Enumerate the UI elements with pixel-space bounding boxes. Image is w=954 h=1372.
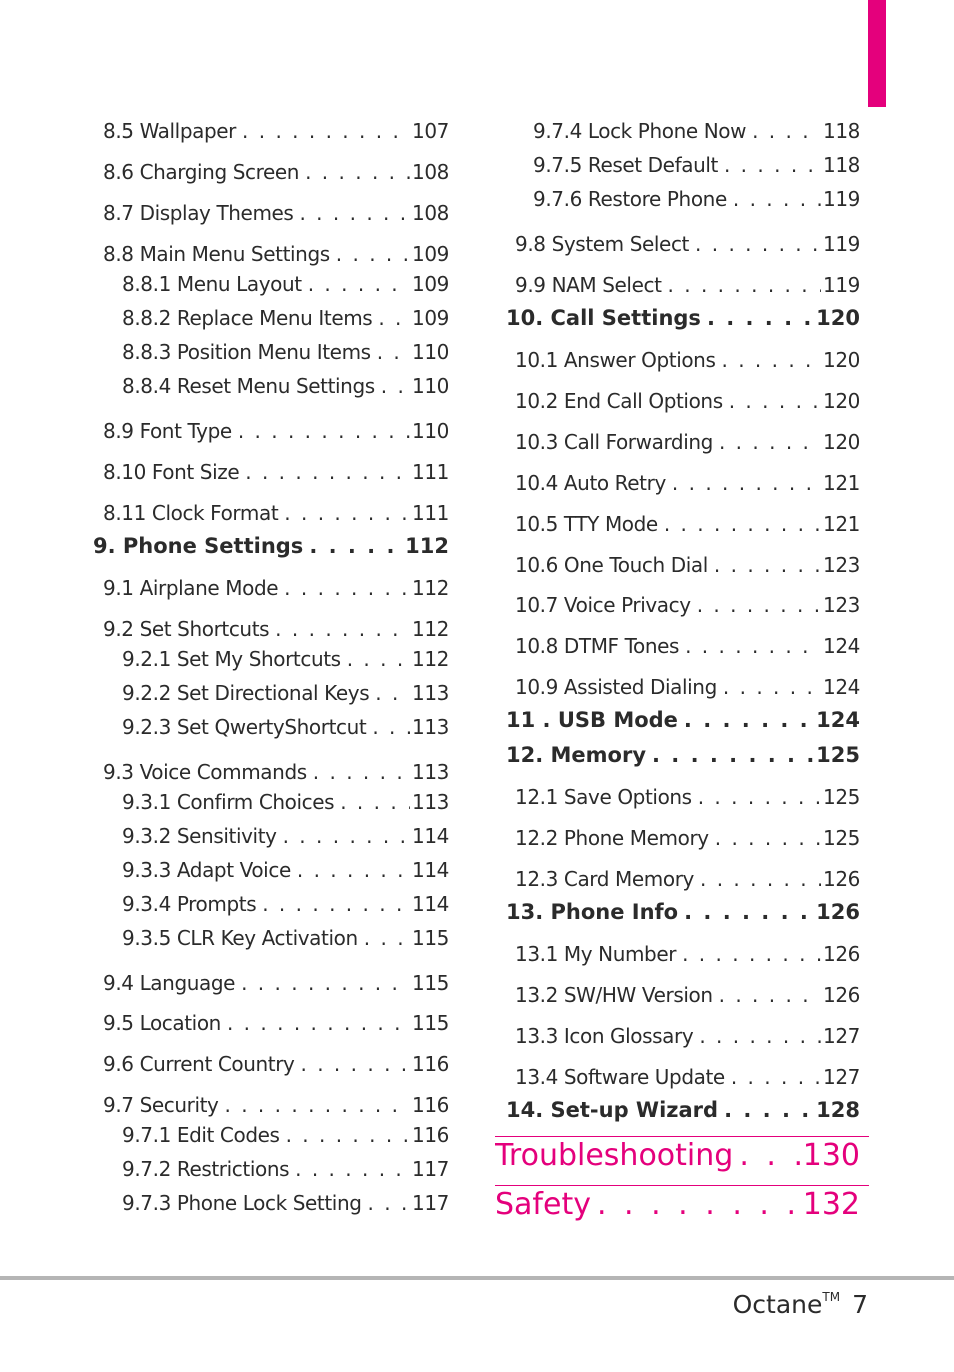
safety-rule bbox=[495, 1185, 869, 1186]
toc-entry bbox=[122, 678, 449, 708]
toc-entry-page: 126 bbox=[823, 942, 860, 966]
toc-leader-dots bbox=[721, 345, 821, 375]
toc-entry-label: 9. Phone Settings bbox=[93, 534, 304, 558]
toc-entry-page: 126 bbox=[823, 867, 860, 891]
toc-entry-page: 115 bbox=[412, 1011, 449, 1035]
toc-leader-dots bbox=[729, 386, 821, 416]
toc-entry-page: 130 bbox=[802, 1138, 860, 1173]
toc-leader-dots bbox=[668, 270, 821, 300]
toc-entry bbox=[506, 1095, 860, 1125]
toc-entry-page: 127 bbox=[823, 1065, 860, 1089]
toc-entry bbox=[103, 968, 449, 998]
toc-entry-page: 118 bbox=[823, 153, 860, 177]
toc-entry bbox=[515, 823, 860, 853]
toc-leader-dots bbox=[301, 1049, 411, 1079]
toc-entry-label: 9.7.2 Restrictions bbox=[122, 1157, 290, 1181]
toc-leader-dots bbox=[707, 303, 814, 333]
toc-entry-label: 10.5 TTY Mode bbox=[515, 512, 658, 536]
toc-leader-dots bbox=[697, 590, 821, 620]
toc-leader-dots bbox=[700, 864, 821, 894]
toc-entry-label: 8.7 Display Themes bbox=[103, 201, 294, 225]
toc-entry bbox=[122, 712, 449, 742]
toc-entry-label: 10.2 End Call Options bbox=[515, 389, 723, 413]
toc-entry-page: 112 bbox=[412, 617, 449, 641]
toc-entry bbox=[93, 531, 449, 561]
toc-entry bbox=[122, 1154, 449, 1184]
toc-entry bbox=[122, 644, 449, 674]
toc-entry bbox=[103, 1090, 449, 1120]
toc-entry bbox=[103, 116, 449, 146]
toc-entry-label: Safety bbox=[495, 1187, 591, 1222]
toc-entry bbox=[103, 416, 449, 446]
toc-leader-dots bbox=[731, 1062, 821, 1092]
toc-entry-page: 112 bbox=[405, 534, 449, 558]
toc-entry-label: 10.1 Answer Options bbox=[515, 348, 716, 372]
footer-rule bbox=[0, 1276, 954, 1280]
toc-entry-page: 108 bbox=[412, 201, 449, 225]
toc-entry-label: 8.5 Wallpaper bbox=[103, 119, 237, 143]
toc-entry bbox=[515, 782, 860, 812]
toc-entry bbox=[122, 269, 449, 299]
toc-leader-dots bbox=[715, 823, 821, 853]
toc-entry-page: 107 bbox=[412, 119, 449, 143]
toc-entry-label: Troubleshooting bbox=[495, 1138, 734, 1173]
toc-entry-page: 116 bbox=[412, 1093, 449, 1117]
toc-entry bbox=[103, 614, 449, 644]
toc-entry-page: 125 bbox=[823, 785, 860, 809]
toc-entry bbox=[122, 889, 449, 919]
toc-leader-dots bbox=[719, 427, 821, 457]
toc-entry-label: 9.2 Set Shortcuts bbox=[103, 617, 270, 641]
toc-entry bbox=[103, 573, 449, 603]
toc-entry-page: 113 bbox=[412, 790, 449, 814]
toc-leader-dots bbox=[672, 468, 821, 498]
toc-entry-label: 9.3.3 Adapt Voice bbox=[122, 858, 291, 882]
toc-entry-label: 9.2.3 Set QwertyShortcut bbox=[122, 715, 367, 739]
toc-entry-page: 119 bbox=[823, 273, 860, 297]
toc-entry bbox=[506, 897, 860, 927]
toc-leader-dots bbox=[719, 980, 821, 1010]
toc-entry-label: 12.1 Save Options bbox=[515, 785, 692, 809]
toc-leader-dots bbox=[286, 1120, 410, 1150]
toc-entry bbox=[506, 740, 860, 770]
toc-entry-page: 114 bbox=[412, 892, 449, 916]
toc-leader-dots bbox=[242, 116, 410, 146]
toc-entry bbox=[533, 150, 860, 180]
toc-entry-label: 8.6 Charging Screen bbox=[103, 160, 300, 184]
toc-entry-page: 127 bbox=[823, 1024, 860, 1048]
toc-leader-dots bbox=[724, 150, 821, 180]
toc-entry-page: 126 bbox=[816, 900, 860, 924]
toc-leader-dots bbox=[752, 116, 821, 146]
toc-leader-dots bbox=[652, 740, 814, 770]
toc-leader-dots bbox=[227, 1008, 410, 1038]
toc-entry-page: 118 bbox=[823, 119, 860, 143]
toc-entry bbox=[515, 345, 860, 375]
toc-entry bbox=[506, 303, 860, 333]
toc-entry-label: 8.8.2 Replace Menu Items bbox=[122, 306, 373, 330]
toc-entry-label: 9.1 Airplane Mode bbox=[103, 576, 279, 600]
toc-entry-label: 9.7.3 Phone Lock Setting bbox=[122, 1191, 362, 1215]
toc-entry-label: 13.4 Software Update bbox=[515, 1065, 725, 1089]
toc-entry-page: 116 bbox=[412, 1052, 449, 1076]
toc-entry-page: 132 bbox=[802, 1187, 860, 1222]
toc-entry-page: 113 bbox=[412, 681, 449, 705]
toc-entry-page: 120 bbox=[823, 348, 860, 372]
toc-leader-dots bbox=[372, 712, 410, 742]
toc-entry bbox=[515, 1062, 860, 1092]
toc-entry-label: 12.3 Card Memory bbox=[515, 867, 694, 891]
chapter-tab-marker bbox=[868, 0, 886, 107]
toc-entry-page: 126 bbox=[823, 983, 860, 1007]
toc-entry-label: 9.8 System Select bbox=[515, 232, 690, 256]
toc-leader-dots bbox=[684, 705, 814, 735]
toc-entry-label: 14. Set-up Wizard bbox=[506, 1098, 719, 1122]
toc-entry bbox=[103, 1008, 449, 1038]
toc-leader-dots bbox=[347, 644, 410, 674]
toc-leader-dots bbox=[283, 821, 410, 851]
toc-entry bbox=[495, 1184, 860, 1226]
toc-leader-dots bbox=[381, 371, 410, 401]
toc-entry bbox=[122, 787, 449, 817]
toc-leader-dots bbox=[262, 889, 410, 919]
toc-entry-label: 9.7.1 Edit Codes bbox=[122, 1123, 280, 1147]
toc-entry-label: 9.2.2 Set Directional Keys bbox=[122, 681, 370, 705]
toc-leader-dots bbox=[364, 923, 410, 953]
toc-entry-page: 109 bbox=[412, 242, 449, 266]
toc-leader-dots bbox=[699, 1021, 821, 1051]
toc-leader-dots bbox=[275, 614, 410, 644]
toc-leader-dots bbox=[284, 573, 410, 603]
toc-entry bbox=[103, 157, 449, 187]
toc-entry-page: 108 bbox=[412, 160, 449, 184]
toc-entry bbox=[506, 705, 860, 735]
toc-entry-page: 124 bbox=[823, 675, 860, 699]
toc-leader-dots bbox=[377, 337, 410, 367]
toc-leader-dots bbox=[245, 457, 410, 487]
toc-entry-label: 9.5 Location bbox=[103, 1011, 221, 1035]
toc-leader-dots bbox=[308, 269, 410, 299]
toc-leader-dots bbox=[336, 239, 410, 269]
toc-entry-label: 9.4 Language bbox=[103, 971, 236, 995]
toc-entry-label: 10.4 Auto Retry bbox=[515, 471, 666, 495]
toc-entry bbox=[515, 270, 860, 300]
page-footer bbox=[733, 1290, 868, 1319]
toc-entry-label: 11 . USB Mode bbox=[506, 708, 678, 732]
toc-entry-page: 111 bbox=[412, 501, 449, 525]
toc-entry-label: 10.6 One Touch Dial bbox=[515, 553, 708, 577]
toc-entry bbox=[103, 457, 449, 487]
toc-entry bbox=[515, 1021, 860, 1051]
toc-entry bbox=[122, 1120, 449, 1150]
toc-entry bbox=[515, 509, 860, 539]
toc-entry-page: 125 bbox=[816, 743, 860, 767]
toc-entry bbox=[515, 468, 860, 498]
footer-trademark: TM bbox=[822, 1290, 841, 1304]
footer-page-number: 7 bbox=[852, 1290, 868, 1319]
toc-entry-page: 110 bbox=[412, 340, 449, 364]
toc-leader-dots bbox=[378, 303, 410, 333]
toc-entry-page: 113 bbox=[412, 760, 449, 784]
toc-leader-dots bbox=[297, 855, 410, 885]
toc-leader-dots bbox=[305, 157, 410, 187]
toc-entry-page: 124 bbox=[816, 708, 860, 732]
toc-entry bbox=[103, 498, 449, 528]
toc-entry-label: 10.8 DTMF Tones bbox=[515, 634, 680, 658]
toc-entry bbox=[103, 198, 449, 228]
toc-entry bbox=[103, 1049, 449, 1079]
toc-entry-page: 117 bbox=[412, 1191, 449, 1215]
toc-entry-label: 8.8 Main Menu Settings bbox=[103, 242, 330, 266]
toc-entry-label: 13.2 SW/HW Version bbox=[515, 983, 713, 1007]
toc-leader-dots bbox=[682, 939, 821, 969]
toc-entry-page: 120 bbox=[816, 306, 860, 330]
toc-leader-dots bbox=[295, 1154, 410, 1184]
toc-entry bbox=[515, 631, 860, 661]
toc-entry bbox=[122, 1188, 449, 1218]
toc-entry-label: 9.6 Current Country bbox=[103, 1052, 295, 1076]
toc-entry-page: 113 bbox=[412, 715, 449, 739]
toc-leader-dots bbox=[698, 782, 821, 812]
toc-entry bbox=[515, 386, 860, 416]
toc-entry-page: 116 bbox=[412, 1123, 449, 1147]
toc-entry-page: 123 bbox=[823, 553, 860, 577]
toc-entry-label: 12.2 Phone Memory bbox=[515, 826, 709, 850]
toc-entry-page: 119 bbox=[823, 232, 860, 256]
toc-entry-label: 8.8.4 Reset Menu Settings bbox=[122, 374, 375, 398]
toc-leader-dots bbox=[225, 1090, 411, 1120]
toc-entry-label: 13. Phone Info bbox=[506, 900, 679, 924]
toc-entry-label: 9.9 NAM Select bbox=[515, 273, 662, 297]
toc-entry-page: 123 bbox=[823, 593, 860, 617]
toc-entry-label: 10.3 Call Forwarding bbox=[515, 430, 713, 454]
footer-brand: Octane bbox=[732, 1290, 823, 1319]
toc-entry bbox=[515, 590, 860, 620]
toc-entry-page: 115 bbox=[412, 971, 449, 995]
toc-entry-page: 121 bbox=[823, 512, 860, 536]
toc-entry-label: 9.7.4 Lock Phone Now bbox=[533, 119, 747, 143]
toc-entry bbox=[495, 1135, 860, 1177]
toc-entry bbox=[103, 757, 449, 787]
toc-entry-label: 12. Memory bbox=[506, 743, 647, 767]
toc-leader-dots bbox=[299, 198, 410, 228]
toc-entry-label: 9.7.5 Reset Default bbox=[533, 153, 718, 177]
toc-leader-dots bbox=[309, 531, 403, 561]
toc-entry-label: 13.1 My Number bbox=[515, 942, 677, 966]
toc-leader-dots bbox=[723, 672, 821, 702]
toc-entry-page: 110 bbox=[412, 374, 449, 398]
toc-entry-label: 13.3 Icon Glossary bbox=[515, 1024, 694, 1048]
toc-entry-page: 109 bbox=[412, 306, 449, 330]
toc-entry-label: 9.3.1 Confirm Choices bbox=[122, 790, 335, 814]
toc-entry-label: 9.3.4 Prompts bbox=[122, 892, 257, 916]
toc-leader-dots bbox=[241, 968, 410, 998]
toc-entry bbox=[122, 855, 449, 885]
toc-leader-dots bbox=[284, 498, 410, 528]
toc-leader-dots bbox=[695, 229, 821, 259]
toc-leader-dots bbox=[340, 787, 410, 817]
toc-entry bbox=[515, 939, 860, 969]
toc-leader-dots bbox=[664, 509, 821, 539]
toc-leader-dots bbox=[714, 550, 821, 580]
toc-entry-page: 120 bbox=[823, 389, 860, 413]
toc-entry bbox=[122, 303, 449, 333]
toc-entry bbox=[533, 116, 860, 146]
toc-entry-page: 120 bbox=[823, 430, 860, 454]
toc-entry bbox=[103, 239, 449, 269]
toc-entry-page: 128 bbox=[816, 1098, 860, 1122]
toc-entry bbox=[515, 980, 860, 1010]
toc-entry-page: 115 bbox=[412, 926, 449, 950]
toc-entry-label: 8.9 Font Type bbox=[103, 419, 232, 443]
toc-leader-dots bbox=[238, 416, 410, 446]
toc-entry bbox=[515, 672, 860, 702]
toc-entry-page: 114 bbox=[412, 858, 449, 882]
toc-entry-page: 125 bbox=[823, 826, 860, 850]
toc-entry-page: 114 bbox=[412, 824, 449, 848]
toc-entry-label: 9.2.1 Set My Shortcuts bbox=[122, 647, 341, 671]
toc-entry-page: 117 bbox=[412, 1157, 449, 1181]
toc-entry-label: 10.9 Assisted Dialing bbox=[515, 675, 717, 699]
toc-entry-page: 109 bbox=[412, 272, 449, 296]
toc-entry-page: 121 bbox=[823, 471, 860, 495]
toc-entry bbox=[122, 923, 449, 953]
toc-entry-page: 124 bbox=[823, 634, 860, 658]
toc-leader-dots bbox=[597, 1184, 801, 1226]
toc-entry-label: 9.3.5 CLR Key Activation bbox=[122, 926, 358, 950]
toc-entry bbox=[122, 821, 449, 851]
toc-entry-label: 10.7 Voice Privacy bbox=[515, 593, 691, 617]
toc-leader-dots bbox=[733, 184, 821, 214]
toc-entry bbox=[122, 371, 449, 401]
toc-entry-label: 9.3 Voice Commands bbox=[103, 760, 307, 784]
toc-entry bbox=[515, 229, 860, 259]
toc-entry-label: 10. Call Settings bbox=[506, 306, 701, 330]
toc-entry bbox=[515, 427, 860, 457]
toc-entry bbox=[515, 864, 860, 894]
toc-entry-page: 111 bbox=[412, 460, 449, 484]
toc-entry-label: 8.11 Clock Format bbox=[103, 501, 279, 525]
toc-entry-page: 112 bbox=[412, 576, 449, 600]
toc-entry-label: 8.8.3 Position Menu Items bbox=[122, 340, 371, 364]
toc-entry-page: 112 bbox=[412, 647, 449, 671]
toc-entry bbox=[122, 337, 449, 367]
toc-entry-label: 9.7 Security bbox=[103, 1093, 219, 1117]
toc-leader-dots bbox=[724, 1095, 814, 1125]
toc-leader-dots bbox=[685, 631, 821, 661]
toc-entry-label: 9.7.6 Restore Phone bbox=[533, 187, 727, 211]
toc-entry-label: 8.8.1 Menu Layout bbox=[122, 272, 302, 296]
toc-leader-dots bbox=[313, 757, 410, 787]
toc-leader-dots bbox=[375, 678, 410, 708]
toc-leader-dots bbox=[739, 1135, 800, 1177]
toc-entry-page: 119 bbox=[823, 187, 860, 211]
troubleshooting-rule bbox=[495, 1136, 869, 1137]
toc-leader-dots bbox=[368, 1188, 410, 1218]
toc-entry-label: 9.3.2 Sensitivity bbox=[122, 824, 277, 848]
toc-entry bbox=[515, 550, 860, 580]
toc-leader-dots bbox=[684, 897, 814, 927]
toc-entry-label: 8.10 Font Size bbox=[103, 460, 240, 484]
toc-entry bbox=[533, 184, 860, 214]
toc-entry-page: 110 bbox=[412, 419, 449, 443]
